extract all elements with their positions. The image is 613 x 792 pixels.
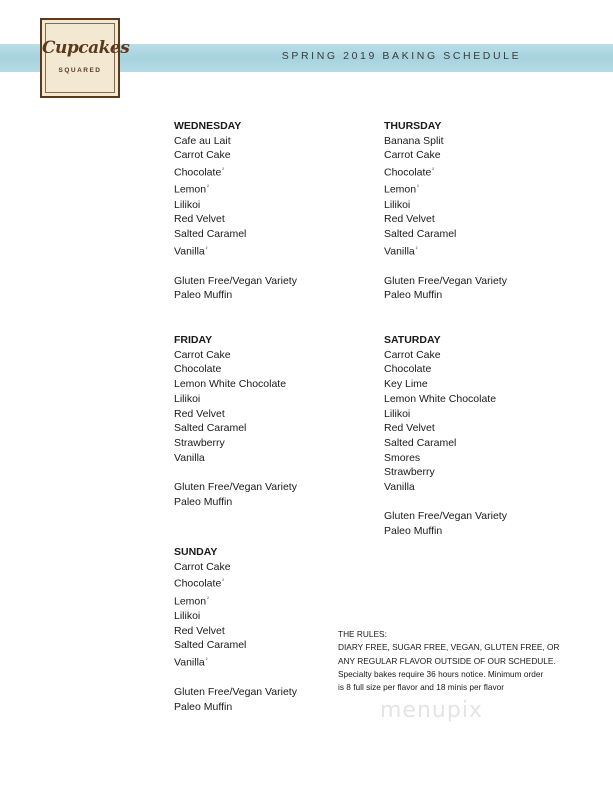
flavor-name: Lemon xyxy=(174,595,207,608)
flavor-name: Cafe au Lait xyxy=(174,134,231,147)
flavor-item xyxy=(174,592,297,609)
page-title: SPRING 2019 BAKING SCHEDULE xyxy=(281,50,522,62)
extra-item: Gluten Free/Vegan Variety xyxy=(174,481,297,494)
flavor-item xyxy=(384,163,507,180)
flavor-item xyxy=(384,227,507,242)
flavor-item xyxy=(174,392,297,407)
rules-line: is 8 full size per flavor and 18 minis per flavor xyxy=(338,682,505,693)
flavor-name: Lilikoi xyxy=(174,392,201,405)
flavor-name: Chocolate xyxy=(384,166,432,179)
flavor-item xyxy=(384,436,507,451)
flavor-name: Salted Caramel xyxy=(174,639,247,652)
flavor-footnote-mark: ² xyxy=(222,578,224,585)
flavor-item xyxy=(384,148,507,163)
day-thursday xyxy=(384,119,507,303)
extra-item: Gluten Free/Vegan Variety xyxy=(384,274,507,287)
flavor-item xyxy=(174,436,297,451)
flavor-name: Lemon White Chocolate xyxy=(384,392,497,405)
rules-line: Specialty bakes require 36 hours notice. Minimum order xyxy=(338,668,544,679)
flavor-item xyxy=(384,465,507,480)
flavor-item xyxy=(174,451,297,466)
flavor-item xyxy=(384,451,507,466)
flavor-footnote-mark: ² xyxy=(207,184,209,191)
watermark: menupix xyxy=(380,698,483,723)
day-heading: THURSDAY xyxy=(384,120,442,132)
flavor-name: Carrot Cake xyxy=(174,560,231,573)
flavor-name: Strawberry xyxy=(174,436,225,449)
extra-item: Gluten Free/Vegan Variety xyxy=(384,510,507,523)
flavor-name: Salted Caramel xyxy=(384,436,457,449)
flavor-item xyxy=(174,348,297,363)
flavor-name: Key Lime xyxy=(384,378,428,391)
flavor-name: Chocolate xyxy=(174,577,222,590)
flavor-name: Red Velvet xyxy=(174,213,225,226)
flavor-item xyxy=(384,392,507,407)
spacer xyxy=(174,670,297,685)
flavor-name: Salted Caramel xyxy=(174,422,247,435)
extra-item: Gluten Free/Vegan Variety xyxy=(174,685,297,698)
flavor-item xyxy=(384,407,507,422)
flavor-footnote-mark: ² xyxy=(207,595,209,602)
flavor-item xyxy=(174,242,297,259)
extra-item: Paleo Muffin xyxy=(384,525,443,538)
day-heading: SUNDAY xyxy=(174,546,218,558)
flavor-footnote-mark: ² xyxy=(415,245,418,252)
brand-logo xyxy=(40,18,130,98)
flavor-item xyxy=(384,362,507,377)
extra-item: Gluten Free/Vegan Variety xyxy=(174,274,297,287)
flavor-name: Banana Split xyxy=(384,134,444,147)
day-sunday xyxy=(174,545,297,714)
flavor-footnote-mark: ² xyxy=(417,184,419,191)
flavor-name: Carrot Cake xyxy=(384,149,441,162)
flavor-name: Red Velvet xyxy=(384,213,435,226)
flavor-footnote-mark: ² xyxy=(222,167,224,174)
flavor-item xyxy=(174,638,297,653)
flavor-name: Chocolate xyxy=(384,363,432,376)
flavor-item xyxy=(174,609,297,624)
flavor-item xyxy=(174,421,297,436)
extra-item: Paleo Muffin xyxy=(174,289,233,302)
flavor-item xyxy=(174,377,297,392)
flavor-name: Chocolate xyxy=(174,363,222,376)
day-saturday xyxy=(384,333,507,539)
flavor-name: Lilikoi xyxy=(174,609,201,622)
flavor-item xyxy=(174,134,297,149)
flavor-item xyxy=(384,180,507,197)
day-wednesday xyxy=(174,119,297,303)
spacer xyxy=(384,259,507,274)
flavor-name: Lilikoi xyxy=(174,198,201,211)
flavor-item xyxy=(384,377,507,392)
rules-line: ANY REGULAR FLAVOR OUTSIDE OF OUR SCHEDULE. xyxy=(338,655,556,666)
flavor-item xyxy=(384,421,507,436)
extra-item: Paleo Muffin xyxy=(174,495,233,508)
flavor-item xyxy=(384,212,507,227)
flavor-name: Lemon White Chocolate xyxy=(174,378,287,391)
flavor-name: Red Velvet xyxy=(174,407,225,420)
flavor-name: Strawberry xyxy=(384,466,435,479)
flavor-item xyxy=(384,134,507,149)
flavor-item xyxy=(174,163,297,180)
flavor-name: Lemon xyxy=(384,183,417,196)
flavor-name: Vanilla xyxy=(174,245,205,258)
flavor-item xyxy=(174,212,297,227)
spacer xyxy=(384,495,507,510)
flavor-name: Red Velvet xyxy=(174,624,225,637)
rules-block xyxy=(338,628,588,694)
flavor-name: Red Velvet xyxy=(384,422,435,435)
day-heading: SATURDAY xyxy=(384,334,441,346)
flavor-name: Lilikoi xyxy=(384,407,411,420)
flavor-name: Vanilla xyxy=(174,451,205,464)
flavor-item xyxy=(384,198,507,213)
flavor-item xyxy=(174,148,297,163)
flavor-item xyxy=(174,362,297,377)
flavor-name: Vanilla xyxy=(384,481,415,494)
rules-line: DIARY FREE, SUGAR FREE, VEGAN, GLUTEN FREE, OR xyxy=(338,642,560,653)
flavor-footnote-mark: ² xyxy=(432,167,434,174)
spacer xyxy=(174,465,297,480)
flavor-name: Carrot Cake xyxy=(174,149,231,162)
spacer xyxy=(174,259,297,274)
logo-wordmark: Cupcakes xyxy=(42,38,130,58)
day-heading: WEDNESDAY xyxy=(174,120,242,132)
flavor-item xyxy=(174,180,297,197)
flavor-item xyxy=(174,198,297,213)
flavor-name: Smores xyxy=(384,451,421,464)
rules-heading: THE RULES: xyxy=(338,629,387,639)
day-heading: FRIDAY xyxy=(174,334,213,346)
flavor-item xyxy=(384,480,507,495)
flavor-footnote-mark: ² xyxy=(205,245,208,252)
flavor-item xyxy=(384,348,507,363)
day-friday xyxy=(174,333,297,509)
flavor-item xyxy=(174,653,297,670)
extra-item: Paleo Muffin xyxy=(384,289,443,302)
flavor-item xyxy=(174,560,297,575)
extra-item: Paleo Muffin xyxy=(174,700,233,713)
flavor-item xyxy=(174,624,297,639)
flavor-name: Vanilla xyxy=(174,656,205,669)
flavor-name: Carrot Cake xyxy=(384,348,441,361)
flavor-footnote-mark: ² xyxy=(205,656,208,663)
flavor-name: Lilikoi xyxy=(384,198,411,211)
flavor-item xyxy=(174,574,297,591)
flavor-name: Vanilla xyxy=(384,245,415,258)
flavor-name: Lemon xyxy=(174,183,207,196)
flavor-item xyxy=(174,407,297,422)
flavor-name: Salted Caramel xyxy=(384,227,457,240)
flavor-name: Salted Caramel xyxy=(174,227,247,240)
flavor-name: Carrot Cake xyxy=(174,348,231,361)
flavor-item xyxy=(174,227,297,242)
flavor-item xyxy=(384,242,507,259)
flavor-name: Chocolate xyxy=(174,166,222,179)
logo-subtitle: SQUARED xyxy=(58,67,102,74)
